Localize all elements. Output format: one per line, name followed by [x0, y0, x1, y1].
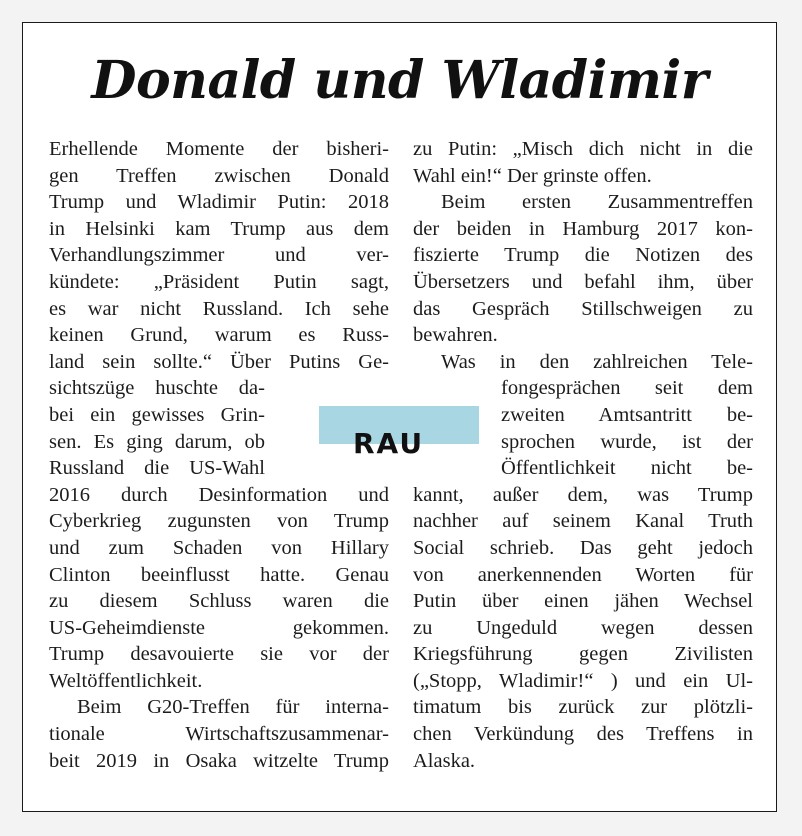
- text-line: nachher auf seinem Kanal Truth: [413, 510, 753, 533]
- text-line: zweiten Amtsantritt be-: [501, 403, 753, 426]
- text-line: land sein sollte.“ Über Putins Ge-: [49, 350, 389, 373]
- text-line: Erhellende Momente der bisheri-: [49, 138, 389, 160]
- text-line: Russland die US-Wahl: [49, 457, 265, 480]
- left-column: [49, 136, 389, 774]
- text-line: beit 2019 in Osaka witzelte Trump: [49, 749, 389, 772]
- text-line: Wahl ein!“ Der grinste offen.: [413, 164, 652, 187]
- text-line: in Helsinki kam Trump aus dem: [49, 217, 389, 240]
- text-line: Trump und Wladimir Putin: 2018: [49, 191, 389, 214]
- text-line: das Gespräch Stillschweigen zu: [413, 297, 753, 320]
- text-line: der beiden in Hamburg 2017 kon-: [413, 217, 753, 240]
- text-line: Weltöffentlichkeit.: [49, 669, 203, 692]
- text-line: Was in den zahlreichen Tele-: [441, 350, 753, 373]
- text-line: 2016 durch Desinformation und: [49, 483, 389, 506]
- text-line: sichtszüge huschte da-: [49, 377, 265, 400]
- text-line: bei ein gewisses Grin-: [49, 403, 265, 426]
- text-line: Putin über einen jähen Wechsel: [413, 590, 753, 613]
- text-line: Trump desavouierte sie vor der: [49, 643, 389, 666]
- text-line: fiszierte Trump die Notizen des: [413, 244, 753, 267]
- text-line: bewahren.: [413, 324, 498, 347]
- text-line: Beim G20-Treffen für interna-: [77, 696, 389, 719]
- text-line: kündete: „Präsident Putin sagt,: [49, 270, 389, 293]
- text-line: Cyberkrieg zugunsten von Trump: [49, 510, 389, 533]
- text-line: zu Ungeduld wegen dessen: [413, 616, 753, 639]
- text-line: Öffentlichkeit nicht be-: [501, 457, 753, 480]
- text-line: und zum Schaden von Hillary: [49, 536, 389, 559]
- text-line: Clinton beeinflusst hatte. Genau: [49, 563, 389, 586]
- author-tag: RAU: [353, 427, 425, 460]
- text-line: zu Putin: „Misch dich nicht in die: [413, 138, 753, 160]
- text-line: fongesprächen seit dem: [501, 377, 753, 400]
- text-line: sen. Es ging darum, ob: [49, 430, 265, 453]
- text-line: Übersetzers und befahl ihm, über: [413, 270, 753, 293]
- text-line: Beim ersten Zusammentreffen: [441, 191, 753, 214]
- text-line: Social schrieb. Das geht jedoch: [413, 536, 753, 559]
- text-line: tionale Wirtschaftszusammenar-: [49, 723, 389, 746]
- text-line: („Stopp, Wladimir!“ ) und ein Ul-: [413, 669, 753, 692]
- text-line: Verhandlungszimmer und ver-: [49, 244, 389, 267]
- text-line: chen Verkündung des Treffens in: [413, 723, 753, 746]
- article-headline: Donald und Wladimir: [91, 50, 708, 111]
- text-line: Alaska.: [413, 749, 476, 772]
- text-line: gen Treffen zwischen Donald: [49, 164, 389, 187]
- text-line: US-Geheimdienste gekommen.: [49, 616, 389, 639]
- text-line: Kriegsführung gegen Zivilisten: [413, 643, 753, 666]
- text-line: es war nicht Russland. Ich sehe: [49, 297, 389, 320]
- text-line: kannt, außer dem, was Trump: [413, 483, 753, 506]
- text-line: zu diesem Schluss waren die: [49, 590, 389, 613]
- text-line: von anerkennenden Worten für: [413, 563, 753, 586]
- right-column: [413, 136, 753, 774]
- text-line: timatum bis zurück zur plötzli-: [413, 696, 753, 719]
- article-frame: [22, 22, 777, 812]
- text-line: sprochen wurde, ist der: [501, 430, 753, 453]
- text-line: keinen Grund, warum es Russ-: [49, 324, 389, 347]
